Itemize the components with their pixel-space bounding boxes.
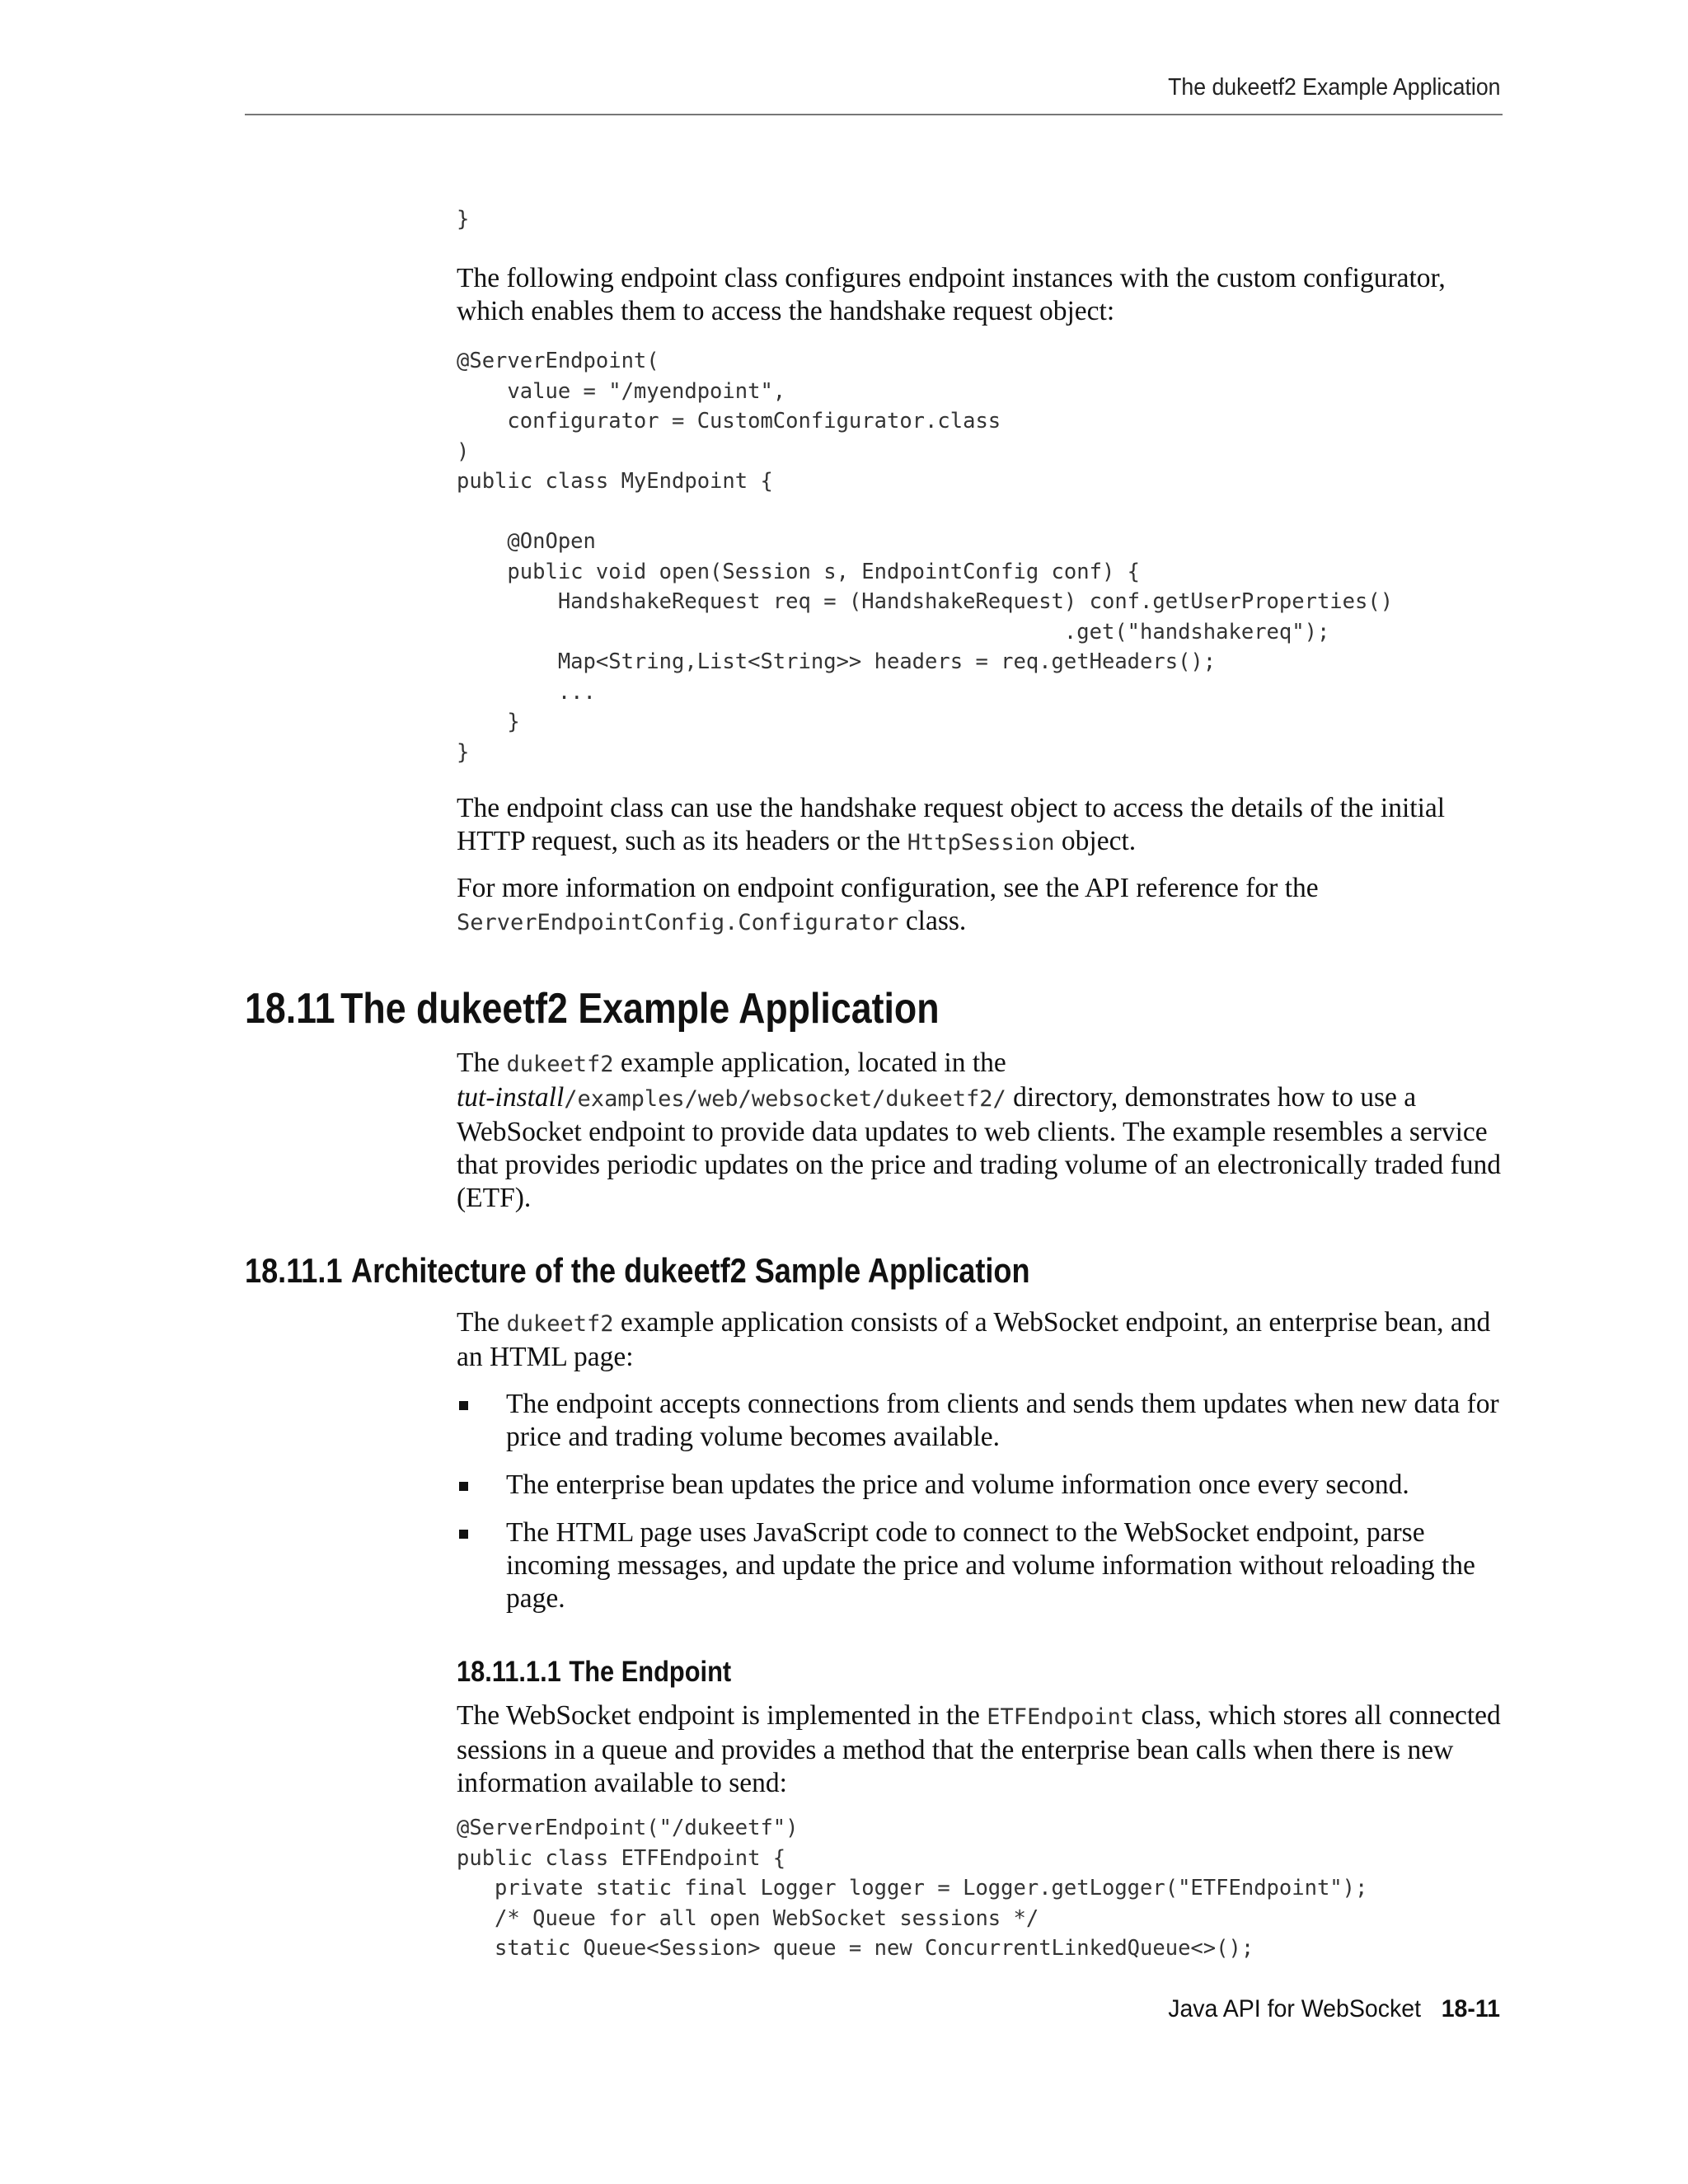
para-configurator-intro: The following endpoint class configures endpoint instances with the custom configurator, which enables them to access the handshake request object: — [457, 263, 1446, 326]
list-item — [457, 1516, 1503, 1615]
section-number: 18.11.1.1 — [457, 1656, 561, 1688]
code-block-my-endpoint: @ServerEndpoint( value = "/myendpoint", configurator = CustomConfigurator.class ) public class MyEndpoint { @OnOpen public void open(Session s, EndpointConfig conf) { HandshakeRequest req = (HandshakeRequest) conf.getUserProperties() .get("handshakereq"); Map<String,List<String>> headers = req.getHeaders(); ... } } — [457, 349, 1394, 765]
bullet-square-icon — [459, 1530, 468, 1539]
architecture-bullet-list — [457, 1388, 1503, 1615]
text: The — [457, 1047, 507, 1078]
code-block-etf-endpoint: @ServerEndpoint("/dukeetf") public class ETFEndpoint { private static final Logger logger = Logger.getLogger("ETFEndpoint"); /* Queue for all open WebSocket sessions */ static Queue<Session> queue = new ConcurrentLinkedQueue<>(); — [457, 1816, 1368, 1961]
para-more-info — [457, 872, 1503, 940]
para-handshake-text-1: The endpoint class can use the handshake request object to access the details of the initial HTTP request, such as its headers or the — [457, 793, 1446, 856]
para-handshake-text-2: object. — [1054, 826, 1137, 856]
list-item — [457, 1388, 1503, 1454]
code-dukeetf2: dukeetf2 — [506, 1052, 614, 1077]
list-item — [457, 1469, 1503, 1502]
para-dukeetf2-intro — [457, 1047, 1503, 1215]
text: class, which stores all connected sessions in a queue and provides a method that the enterprise bean calls when there is new information available to send: — [457, 1700, 1501, 1798]
text: example application, located in the — [613, 1047, 1006, 1078]
code-dukeetf2: dukeetf2 — [506, 1311, 614, 1337]
text: The — [457, 1307, 507, 1338]
list-item-text: The HTML page uses JavaScript code to connect to the WebSocket endpoint, parse incoming messages, and update the price and volume information without reloading the page. — [506, 1517, 1475, 1614]
running-header: The dukeetf2 Example Application — [1167, 74, 1500, 101]
section-title: The dukeetf2 Example Application — [340, 985, 940, 1033]
para-architecture-intro — [457, 1306, 1503, 1374]
page-footer — [1168, 1995, 1500, 2023]
para-more-info-text-2: class. — [898, 906, 967, 936]
list-item-text: The enterprise bean updates the price and volume information once every second. — [506, 1469, 1409, 1500]
section-heading-18-11 — [245, 984, 940, 1033]
list-item-text: The endpoint accepts connections from clients and sends them updates when new data for price and trading volume becomes available. — [506, 1389, 1499, 1452]
section-heading-18-11-1-1 — [457, 1656, 731, 1689]
text: example application consists of a WebSocket endpoint, an enterprise bean, and an HTML page: — [457, 1307, 1491, 1372]
header-rule — [245, 114, 1503, 115]
para-more-info-text-1: For more information on endpoint configuration, see the API reference for the — [457, 873, 1319, 903]
section-title: Architecture of the dukeetf2 Sample Application — [351, 1251, 1030, 1290]
italic-tut-install: tut-install — [457, 1082, 565, 1113]
text: directory, demonstrates how to use a WebSocket endpoint to provide data updates to web clients. The example resembles a service that provides periodic updates on the price and trading volume of an electronically traded fund (ETF). — [457, 1082, 1501, 1213]
section-heading-18-11-1 — [245, 1251, 1030, 1291]
section-number: 18.11.1 — [245, 1251, 343, 1290]
footer-chapter-title: Java API for WebSocket — [1168, 1995, 1421, 2022]
code-closing-brace: } — [457, 207, 470, 232]
bullet-square-icon — [459, 1401, 468, 1410]
section-number: 18.11 — [245, 985, 335, 1033]
para-handshake-details — [457, 792, 1503, 860]
page-number: 18-11 — [1441, 1995, 1500, 2022]
bullet-square-icon — [459, 1482, 468, 1491]
para-endpoint-intro — [457, 1699, 1503, 1800]
section-title: The Endpoint — [569, 1656, 732, 1688]
code-directory-path: /examples/web/websocket/dukeetf2/ — [564, 1086, 1006, 1112]
text: The WebSocket endpoint is implemented in the — [457, 1700, 987, 1731]
code-etfendpoint: ETFEndpoint — [987, 1704, 1135, 1730]
code-httpsession: HttpSession — [907, 830, 1055, 855]
code-configurator-class: ServerEndpointConfig.Configurator — [457, 910, 899, 935]
